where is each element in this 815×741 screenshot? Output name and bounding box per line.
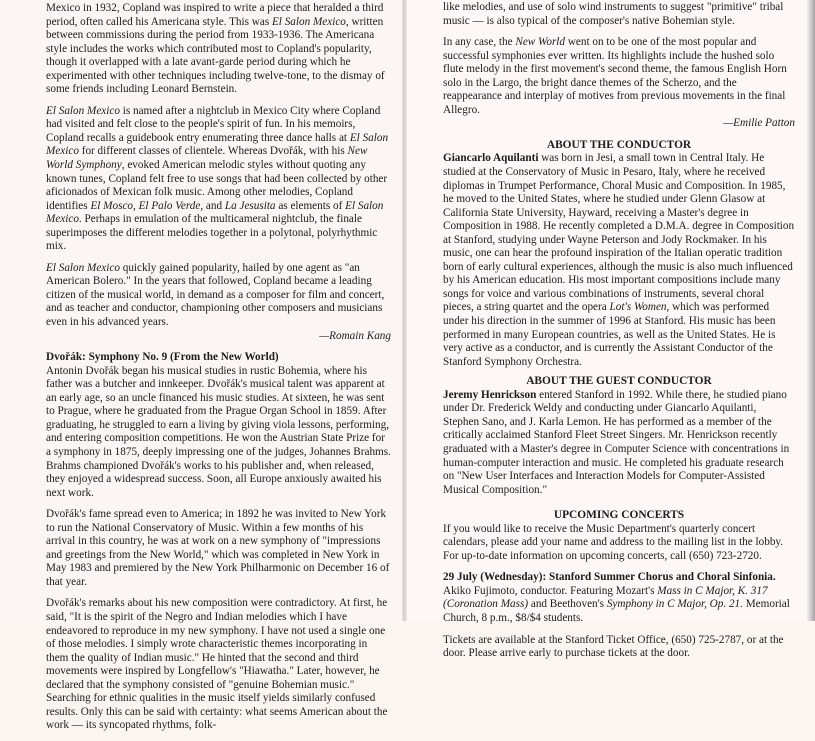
right-column-text: [443, 1, 795, 669]
right-page: [407, 0, 815, 660]
section-heading-dvorak: Dvořák: Symphony No. 9 (From the New World): [46, 351, 279, 364]
paragraph-popularity: El Salon Mexico quickly gained popularity, hailed by one agent as "an American Bolero." In the years that followed, Copland became a leading citizen of the musical world, in demand as a composer for film and concert, and as teacher and conductor, championing other composers and musicians even in his advanced years. —Romain Kang: [46, 261, 391, 342]
signature-romain-kang: —Romain Kang: [319, 329, 391, 342]
left-column-text: [46, 2, 391, 741]
paragraph-nightclub: El Salon Mexico is named after a nightclub in Mexico City where Copland had visited and felt close to the people's spirit of fun. In his memoirs, Copland recalls a guidebook entry enumerating three dance halls at El Salon Mexico for different classes of clientele. Whereas Dvořák, with his New World Symphony, evoked American melodic styles without quoting any known tunes, Copland felt free to use songs that had been collected by other aficionados of Mexican folk music. Among other melodies, Copland identifies El Mosco, El Palo Verde, and La Jesusita as elements of El Salon Mexico. Perhaps in emulation of the multicameral nightclub, the finale superimposes the different melodies together in a polytonal, polyrhythmic mix.: [46, 104, 389, 253]
paragraph-dvorak-remarks: Dvořák's remarks about his new composition were contradictory. At first, he said, "It is the spirit of the Negro and Indian melodies which I have endeavored to reproduce in my new symphony. I have not used a single one of those melodies. I simply wrote characteristic themes incorporating in them the quality of Indian music." He hinted that the second and third movements were inspired by Longfellow's "Hiawatha." Later, however, he declared that the symphony consisted of "genuine Bohemian music." Searching for ethnic qualities in the music itself yields similarly confused results. Only this can be said with certainty: what seems American about the work — its syncopated rhythms, folk-: [46, 597, 388, 732]
heading-about-conductor: ABOUT THE CONDUCTOR: [546, 138, 692, 151]
paragraph-guest-conductor-bio: Jeremy Henrickson entered Stanford in 1992. While there, he studied piano under Dr. Frederick Weldy and conducting under Giancarlo Aquilanti, Stephen Sano, and J. Karla Lemon. He has performed as a member of the critically acclaimed Stanford Fleet Street Singers. Mr. Henrickson recently graduated with a Master's degree in Computer Science with concentrations in human-computer interaction and music. He completed his graduate research on "New User Interfaces and Interaction Models for Computer-Assisted Musical Composition.": [443, 388, 790, 496]
paragraph-americana: Mexico in 1932, Copland was inspired to write a piece that heralded a third period, often called his Americana style. This was El Salon Mexico, written between commissions during the period from 1933-1936. The Americana style includes the works which contributed most to Copland's popularity, though it overlapped with a late avant-garde period during which he experimented with other techniques including twelve-tone, to the dismay of some friends including Leonard Bernstein.: [46, 2, 385, 96]
paper-edge: [807, 0, 815, 621]
paragraph-mailing-list: If you would like to receive the Music Department's quarterly concert calendars, please add your name and address to the mailing list in the lobby. For up-to-date information on upcoming concerts, call (650) 723-2720.: [443, 522, 784, 562]
heading-about-guest-conductor: ABOUT THE GUEST CONDUCTOR: [526, 375, 712, 388]
heading-upcoming-concerts: UPCOMING CONCERTS: [553, 509, 685, 522]
paragraph-dvorak-america: Dvořák's fame spread even to America; in 1892 he was invited to New York to run the National Conservatory of Music. Within a few months of his arrival in this country, he was at work on a new symphony of "impressions and greetings from the New World," which was completed in New York in May 1983 and premiered by the New York Philharmonic on December 16 of that year.: [46, 508, 390, 588]
left-page: [0, 0, 402, 732]
paragraph-dvorak-bio: Antonin Dvořák began his musical studies in rustic Bohemia, where his father was a butcher and innkeeper. Dvořák's musical talent was apparent at an early age, so an uncle financed his music studies. At sixteen, he was sent to Prague, where he graduated from the Prague Organ School in 1859. After graduating, he struggled to earn a living by giving viola lessons, performing, and entering composition competitions. He won the Austrian State Prize for a symphony in 1875, deeply impressing one of the judges, Johannes Brahms. Brahms championed Dvořák's works to his publisher and, when released, they enjoyed a widespread success. Soon, all Europe anxiously awaited his next work.: [46, 364, 391, 499]
signature-emilie-patton: —Emilie Patton: [723, 117, 795, 130]
paragraph-conductor-bio: Giancarlo Aquilanti was born in Jesi, a small town in Central Italy. He studied at the Conservatory of Music in Pesaro, Italy, where he received diplomas in Trumpet Performance, Choral Music and Composition. In 1985, he moved to the United States, where he studied under Glenn Glasow at California State University, Hayward, receiving a Master's degree in Composition in 1988. He recently completed a D.M.A. degree in Composition at Stanford, studying under Wayne Peterson and Jody Rockmaker. In his music, one can hear the profound inspiration of the Italian operatic tradition born of early cultural experiences, although the music is also much influenced by his American education. His most important compositions include many songs for voice and various combinations of instruments, several choral pieces, a string quartet and the opera Lot's Women, which was performed under his direction in the summer of 1996 at Stanford. His music has been performed in many European countries, as well as the United States. He is very active as a conductor, and is currently the Assistant Conductor of the Stanford Symphony Orchestra.: [443, 152, 795, 368]
paragraph-tickets: Tickets are available at the Stanford Ticket Office, (650) 725-2787, or at the door. Please arrive early to purchase tickets at the door.: [443, 633, 784, 660]
concert-listing: 29 July (Wednesday): Stanford Summer Chorus and Choral Sinfonia. Akiko Fujimoto, conductor. Featuring Mozart's Mass in C Major, K. 317 (Coronation Mass) and Beethoven's Symphony in C Major, Op. 21. Memorial Church, 8 p.m., $8/$4 students.: [443, 571, 790, 624]
paragraph-new-world: In any case, the New World went on to be one of the most popular and successful symphonies ever written. Its highlights include the hushed solo flute melody in the first movement's second theme, the famous English Horn solo in the Largo, the bright dance themes of the Scherzo, and the reappearance and interplay of motives from previous movements in the final Allegro. —Emilie Patton: [443, 36, 795, 130]
paragraph-bohemian: like melodies, and use of solo wind instruments to suggest "primitive" tribal music — is also typical of the composer's native Bohemian style.: [443, 1, 784, 27]
